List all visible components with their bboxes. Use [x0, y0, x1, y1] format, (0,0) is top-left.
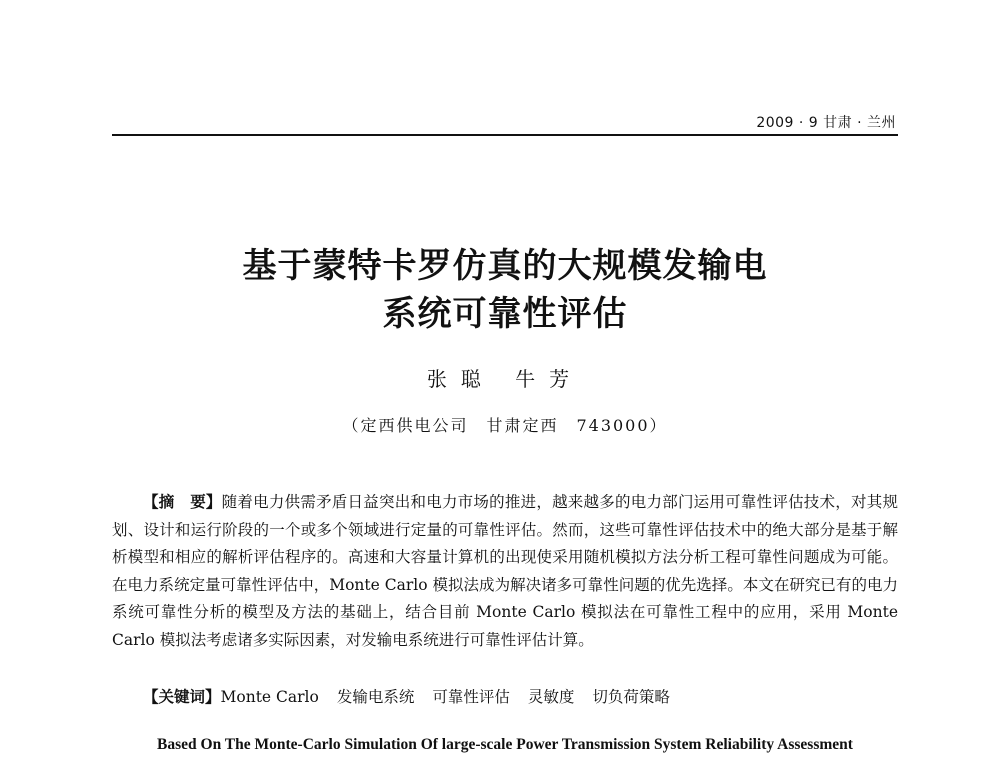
affiliation: （定西供电公司 甘肃定西 743000）	[342, 416, 668, 435]
keyword: 切负荷策略	[592, 688, 670, 706]
authors: 张聪 牛芳	[426, 367, 584, 391]
keywords	[112, 683, 898, 712]
keyword: 可靠性评估	[432, 688, 510, 706]
keyword: 灵敏度	[527, 688, 575, 706]
english-title: Based On The Monte-Carlo Simulation Of large-scale Power Transmission System Reliability Assessment	[157, 736, 853, 753]
abstract	[112, 488, 898, 654]
keyword: Monte Carlo	[220, 688, 319, 706]
paper-title	[112, 242, 898, 338]
keywords-label: 【关键词】	[143, 687, 221, 706]
abstract-label: 【摘 要】	[143, 492, 222, 511]
abstract-text: 随着电力供需矛盾日益突出和电力市场的推进，越来越多的电力部门运用可靠性评估技术，对其规划、设计和运行阶段的一个或多个领域进行定量的可靠性评估。然而，这些可靠性评估技术中的绝大部分是基于解析模型和相应的解析评估程序的。高速和大容量计算机的出现使采用随机模拟方法分析工程可靠性问题成为可能。在电力系统定量可靠性评估中，Monte Carlo 模拟法成为解决诸多可靠性问题的优先选择。本文在研究已有的电力系统可靠性分析的模型及方法的基础上，结合目前 Monte Carlo 模拟法在可靠性工程中的应用，采用 Monte Carlo 模拟法考虑诸多实际因素，对发输电系统进行可靠性评估计算。	[112, 493, 898, 649]
header-rule	[112, 134, 898, 136]
title-line-1: 基于蒙特卡罗仿真的大规模发输电	[242, 246, 768, 286]
title-line-2: 系统可靠性评估	[382, 294, 628, 334]
keyword: 发输电系统	[336, 688, 415, 706]
issue-date-location: 2009 · 9 甘肃 · 兰州	[756, 115, 896, 131]
